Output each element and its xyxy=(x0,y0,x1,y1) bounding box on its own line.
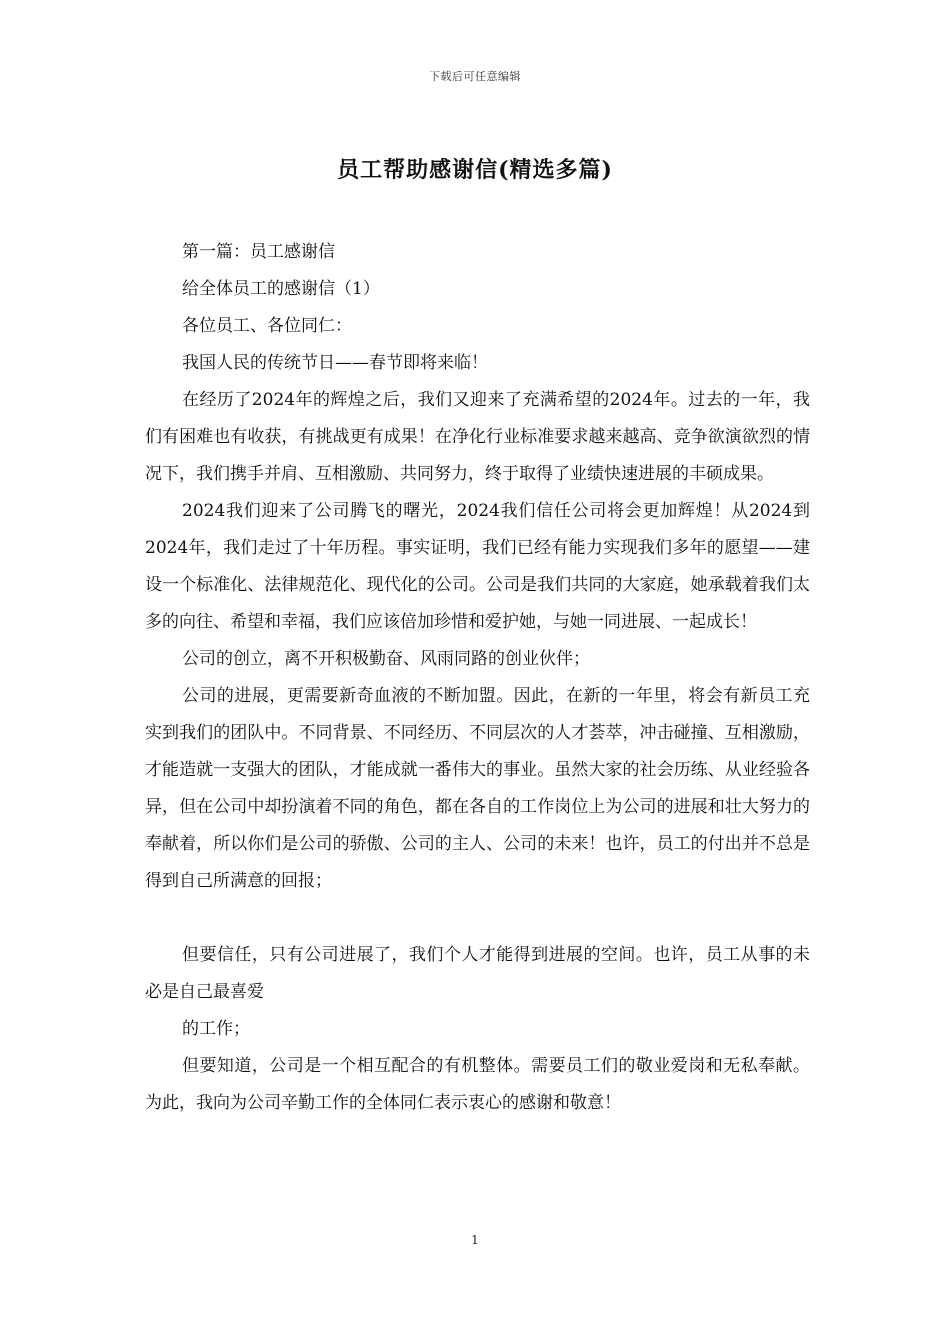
document-title: 员工帮助感谢信(精选多篇) xyxy=(337,157,613,183)
paragraph: 2024我们迎来了公司腾飞的曙光，2024我们信任公司将会更加辉煌！从2024到2024年，我们走过了十年历程。事实证明，我们已经有能力实现我们多年的愿望——建设一个标准化、法律规范化、现代化的公司。公司是我们共同的大家庭，她承载着我们太多的向往、希望和幸福，我们应该倍加珍惜和爱护她，与她一同进展、一起成长！ xyxy=(145,501,810,632)
salutation: 各位员工、各位同仁： xyxy=(182,316,352,336)
paragraph: 公司的进展，更需要新奇血液的不断加盟。因此，在新的一年里，将会有新员工充实到我们的团队中。不同背景、不同经历、不同层次的人才荟萃，冲击碰撞、互相激励，才能造就一支强大的团队，才能成就一番伟大的事业。虽然大家的社会历练、从业经验各异，但在公司中却扮演着不同的角色，都在各自的工作岗位上为公司的进展和壮大努力的奉献着，所以你们是公司的骄傲、公司的主人、公司的未来！也许，员工的付出并不总是得到自己所满意的回报； xyxy=(145,686,810,891)
letter-title: 给全体员工的感谢信（1） xyxy=(182,279,380,299)
paragraph: 但要知道，公司是一个相互配合的有机整体。需要员工们的敬业爱岗和无私奉献。为此，我向为公司辛勤工作的全体同仁表示衷心的感谢和敬意！ xyxy=(145,1056,810,1113)
paragraph: 的工作； xyxy=(182,1019,250,1039)
page-number: 1 xyxy=(471,1233,479,1247)
paragraph: 但要信任，只有公司进展了，我们个人才能得到进展的空间。也许，员工从事的未必是自己最喜爱 xyxy=(145,945,810,1002)
document-body xyxy=(145,234,810,1122)
paragraph: 公司的创立，离不开积极勤奋、风雨同路的创业伙伴； xyxy=(182,649,590,669)
header-note: 下载后可任意编辑 xyxy=(429,70,521,83)
section-heading: 第一篇：员工感谢信 xyxy=(182,242,335,262)
paragraph: 我国人民的传统节日——春节即将来临！ xyxy=(182,353,488,373)
paragraph: 在经历了2024年的辉煌之后，我们又迎来了充满希望的2024年。过去的一年，我们有困难也有收获，有挑战更有成果！在净化行业标准要求越来越高、竞争欲演欲烈的情况下，我们携手并肩、互相激励、共同努力，终于取得了业绩快速进展的丰硕成果。 xyxy=(145,390,810,484)
